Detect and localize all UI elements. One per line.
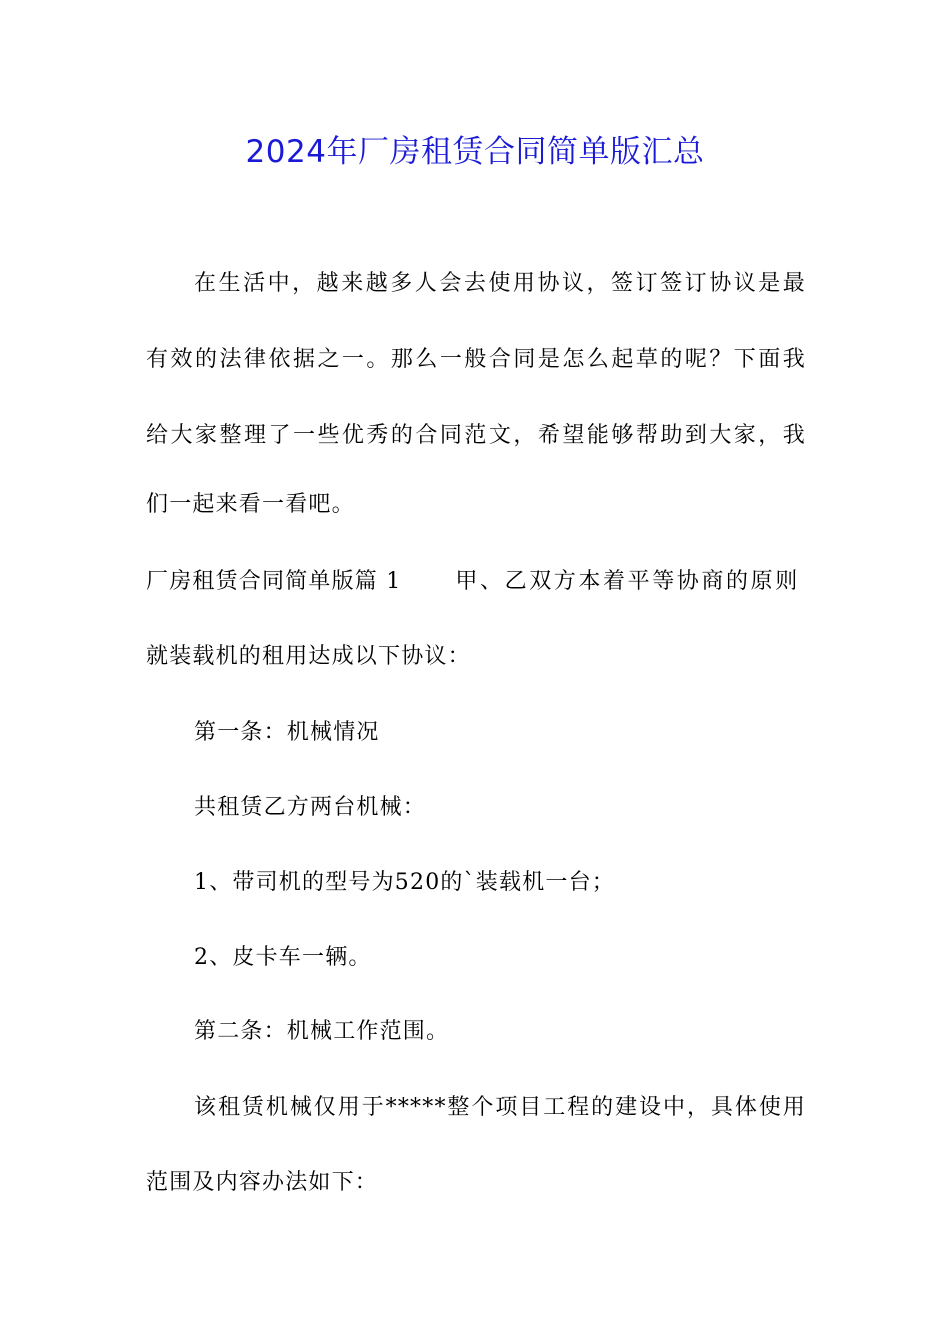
rent-intro: 共租赁乙方两台机械： (194, 795, 427, 820)
scope-line-2: 范围及内容办法如下： (146, 1170, 379, 1195)
section-line-2: 就装载机的租用达成以下协议： (146, 644, 471, 669)
document-title: 2024年厂房租赁合同简单版汇总 (245, 134, 705, 170)
section-heading-line (146, 567, 806, 597)
list-item-2: 2、皮卡车一辆。 (194, 945, 372, 970)
scope-line-1: 该租赁机械仅用于*****整个项目工程的建设中，具体使用 (194, 1095, 806, 1120)
article-1-heading: 第一条：机械情况 (194, 720, 380, 745)
intro-line-3: 给大家整理了一些优秀的合同范文，希望能够帮助到大家，我 (146, 423, 806, 448)
section-heading-rest: 甲、乙双方本着平等协商的原则 (455, 569, 800, 594)
article-2-heading: 第二条：机械工作范围。 (194, 1019, 450, 1044)
list-item-1: 1、带司机的型号为520的`装载机一台； (194, 870, 615, 895)
intro-line-1: 在生活中，越来越多人会去使用协议，签订签订协议是最 (194, 271, 806, 296)
intro-line-4: 们一起来看一看吧。 (146, 492, 355, 517)
intro-line-2: 有效的法律依据之一。那么一般合同是怎么起草的呢？下面我 (146, 347, 806, 372)
section-heading: 厂房租赁合同简单版篇 1 (146, 569, 402, 594)
